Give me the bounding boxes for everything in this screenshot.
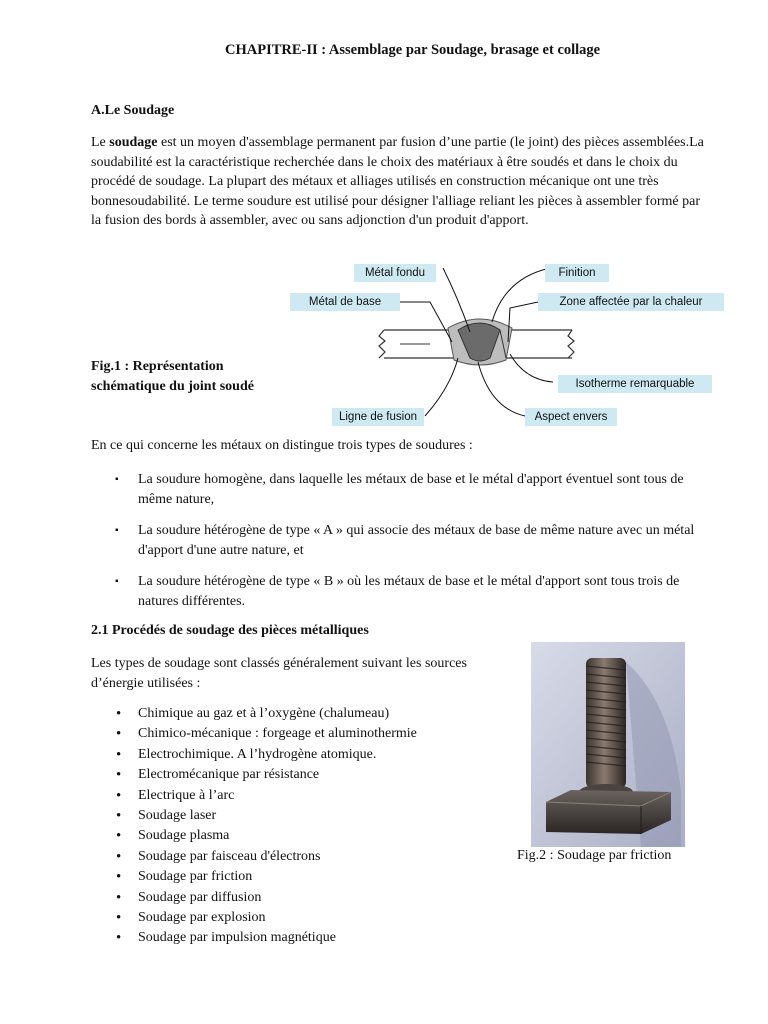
label-metal-de-base: Métal de base bbox=[290, 293, 400, 311]
section-heading-a: A.Le Soudage bbox=[91, 103, 175, 118]
list-item: ▪ La soudure hétérogène de type « B » où les métaux de base et le métal d'apport sont tous trois de natures différentes. bbox=[91, 572, 711, 611]
label-metal-fondu: Métal fondu bbox=[354, 264, 436, 282]
process-intro-line2: d’énergie utilisées : bbox=[91, 675, 201, 691]
process-list bbox=[91, 704, 491, 949]
list-item: • Soudage par diffusion bbox=[91, 888, 491, 908]
list-item: • Soudage par impulsion magnétique bbox=[91, 928, 491, 948]
list-item: ▪ La soudure hétérogène de type « A » qui associe des métaux de base de même nature avec un métal d'apport d'une autre nature, et bbox=[91, 521, 711, 560]
label-finition: Finition bbox=[545, 264, 609, 282]
list-item: • Chimique au gaz et à l’oxygène (chalumeau) bbox=[91, 704, 491, 724]
fig1-caption-line1: Fig.1 : Représentation bbox=[91, 359, 224, 374]
intro-rest: est un moyen d'assemblage permanent par fusion d’une partie (le joint) des pièces assemblées.La soudabilité est la caractéristique recherchée dans le choix des matériaux à être soudés et dans le choix du procédé de soudage. La plupart des métaux et alliages utilisés en construction mécanique ont une très bonnesoudabilité. Le terme soudure est utilisé pour désigner l'alliage reliant les pièces à assembler formé par la fusion des bords à assembler, avec ou sans adjonction d'un produit d'apport. bbox=[91, 135, 704, 228]
intro-prefix: Le bbox=[91, 135, 110, 150]
intro-paragraph bbox=[91, 133, 711, 231]
list-item: • Electrochimique. A l’hydrogène atomique. bbox=[91, 745, 491, 765]
list-item: • Soudage laser bbox=[91, 806, 491, 826]
weld-joint-diagram bbox=[280, 258, 730, 438]
fig1-caption-line2: schématique du joint soudé bbox=[91, 379, 254, 394]
fig1-caption bbox=[91, 357, 254, 397]
label-isotherme: Isotherme remarquable bbox=[558, 375, 712, 393]
label-ligne-de-fusion: Ligne de fusion bbox=[332, 408, 424, 426]
bolt-illustration bbox=[531, 642, 685, 847]
list-item: • Soudage par friction bbox=[91, 867, 491, 887]
list-item: • Electrique à l’arc bbox=[91, 786, 491, 806]
label-aspect-envers: Aspect envers bbox=[525, 408, 617, 426]
list-item: • Soudage plasma bbox=[91, 826, 491, 846]
list-item: • Electromécanique par résistance bbox=[91, 765, 491, 785]
list-item: • Soudage par faisceau d'électrons bbox=[91, 847, 491, 867]
intro-bold-word: soudage bbox=[109, 135, 158, 150]
list-item: ▪ La soudure homogène, dans laquelle les métaux de base et le métal d'apport éventuel sont tous de même nature, bbox=[91, 470, 711, 509]
list-item: • Chimico-mécanique : forgeage et aluminothermie bbox=[91, 724, 491, 744]
weld-types-list bbox=[91, 470, 711, 623]
list-item: • Soudage par explosion bbox=[91, 908, 491, 928]
friction-weld-photo bbox=[531, 642, 685, 847]
label-zone-affectee: Zone affectée par la chaleur bbox=[538, 293, 724, 311]
section-heading-2-1: 2.1 Procédés de soudage des pièces métalliques bbox=[91, 623, 369, 638]
fig2-caption: Fig.2 : Soudage par friction bbox=[517, 848, 672, 863]
types-intro: En ce qui concerne les métaux on distingue trois types de soudures : bbox=[91, 438, 473, 453]
page-title: CHAPITRE-II : Assemblage par Soudage, brasage et collage bbox=[225, 42, 601, 58]
process-intro bbox=[91, 654, 467, 693]
process-intro-line1: Les types de soudage sont classés généralement suivant les sources bbox=[91, 656, 467, 671]
